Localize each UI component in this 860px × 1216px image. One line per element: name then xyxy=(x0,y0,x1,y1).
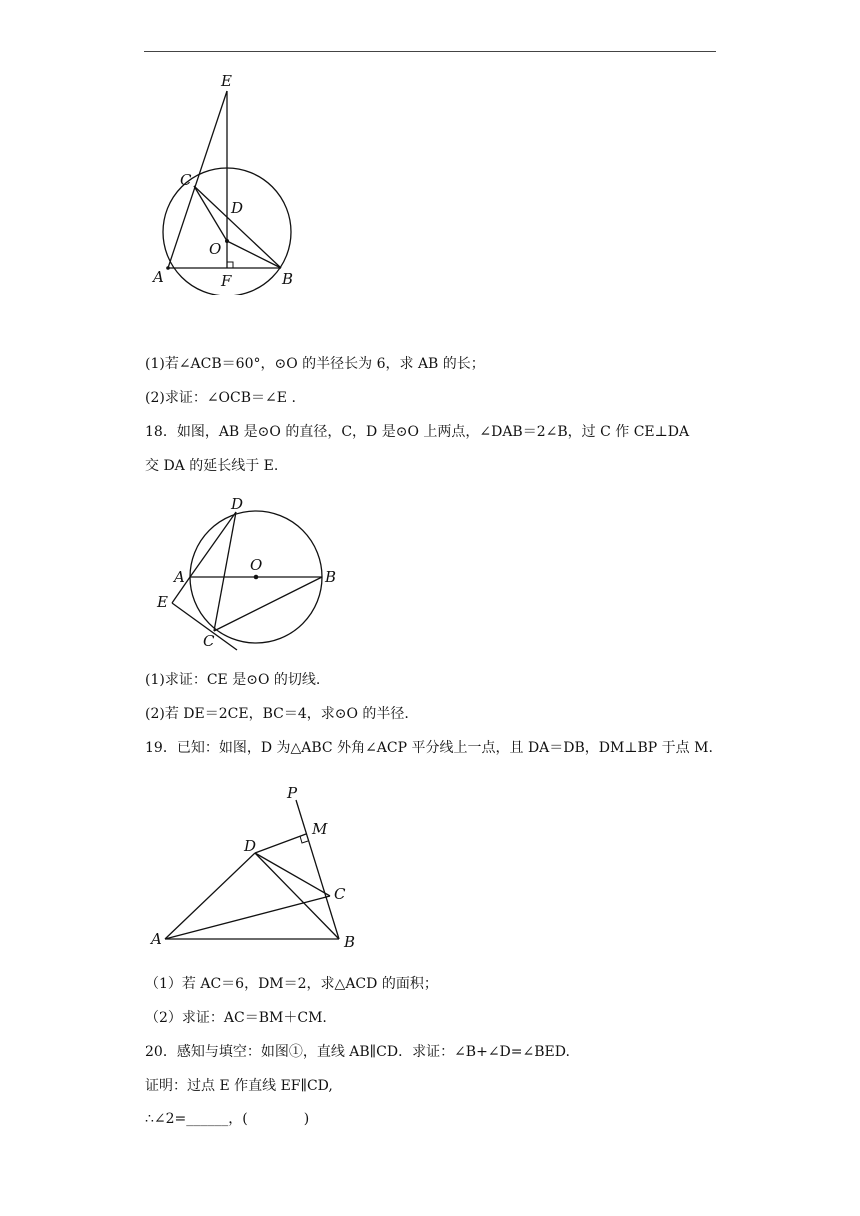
label-f: F xyxy=(221,272,232,290)
point-o xyxy=(254,575,259,580)
label-c: C xyxy=(334,885,346,903)
q17-part1: (1)若∠ACB＝60°，⊙O 的半径长为 6，求 AB 的长； xyxy=(145,356,485,372)
q18-stem-line1: 18．如图，AB 是⊙O 的直径，C，D 是⊙O 上两点，∠DAB＝2∠B，过 C 作 CE⊥DA xyxy=(145,424,690,440)
q18-stem-line2: 交 DA 的延长线于 E. xyxy=(145,458,279,474)
label-d: D xyxy=(231,495,244,513)
label-b: B xyxy=(325,568,337,586)
label-a: A xyxy=(151,930,162,948)
q18-part1: (1)求证：CE 是⊙O 的切线. xyxy=(145,672,321,688)
q19-part2: （2）求证：AC＝BM＋CM. xyxy=(145,1010,327,1026)
segment-ob xyxy=(227,241,281,268)
segment-dm xyxy=(255,834,306,853)
q20-proof-line1: 证明：过点 E 作直线 EF∥CD, xyxy=(145,1078,333,1094)
right-angle-mark-f xyxy=(227,262,233,268)
q17-part2: (2)求证：∠OCB＝∠E . xyxy=(145,390,296,406)
label-c: C xyxy=(180,171,192,189)
q18-part2: (2)若 DE＝2CE，BC＝4，求⊙O 的半径. xyxy=(145,706,409,722)
header-rule xyxy=(144,51,716,52)
label-e: E xyxy=(221,72,232,90)
label-e: E xyxy=(157,593,168,611)
figure-circle-triangle-e xyxy=(145,65,305,295)
label-p: P xyxy=(287,784,298,802)
segment-ac xyxy=(165,896,330,939)
label-d: D xyxy=(231,199,244,217)
segment-co xyxy=(194,186,227,241)
q20-stem: 20．感知与填空：如图①，直线 AB∥CD．求证：∠B+∠D=∠BED. xyxy=(145,1044,570,1060)
point-o xyxy=(225,239,229,243)
label-d: D xyxy=(244,837,257,855)
label-c: C xyxy=(203,632,215,650)
q19-part1: （1）若 AC＝6，DM＝2，求△ACD 的面积； xyxy=(145,976,438,992)
label-o: O xyxy=(209,240,222,258)
point-a xyxy=(166,266,170,270)
label-b: B xyxy=(282,270,294,288)
segment-dc xyxy=(214,512,236,631)
label-a: A xyxy=(153,268,164,286)
label-o: O xyxy=(250,556,263,574)
segment-ad xyxy=(190,512,236,577)
figure-circle-diameter-tangent xyxy=(150,492,340,662)
label-m: M xyxy=(312,820,328,838)
segment-cb xyxy=(214,577,322,631)
segment-ad xyxy=(165,853,255,939)
label-a: A xyxy=(174,568,185,586)
q20-proof-line2: ∴∠2=______，( ) xyxy=(145,1111,310,1127)
segment-db xyxy=(255,853,339,939)
figure-triangle-angle-bisector xyxy=(148,780,363,955)
q19-stem: 19．已知：如图，D 为△ABC 外角∠ACP 平分线上一点，且 DA＝DB，DM⊥BP 于点 M. xyxy=(145,740,713,756)
label-b: B xyxy=(344,933,356,951)
